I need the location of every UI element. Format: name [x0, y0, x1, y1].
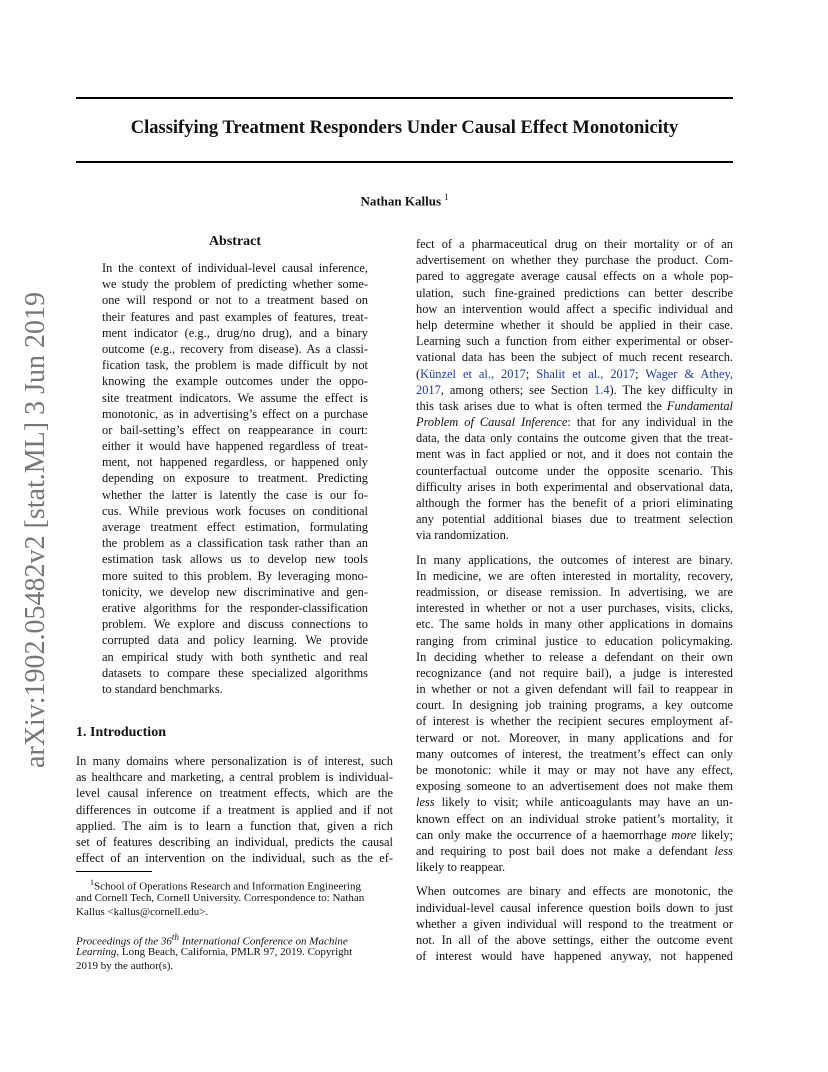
text-line: known effect on an individual stroke patient’s mortality, it: [416, 811, 733, 826]
text-line: ment was in fact applied or not, and it does not contain the: [416, 447, 733, 462]
text-line: ment indicator (e.g., drug/no drug), and a binary: [102, 325, 368, 340]
text-line: more suited to this problem. By leveraging mono-: [102, 568, 368, 583]
text-line: vational data has been the subject of much recent research.: [416, 350, 733, 365]
text-line: level causal inference on treatment effects, which are the: [76, 786, 393, 801]
text-line: whether a given individual will respond to the treatment or: [416, 916, 733, 931]
text-line: interested in whether or not a user purchases, visits, clicks,: [416, 601, 733, 616]
proceedings-line: [76, 930, 393, 948]
section-heading-introduction: 1. Introduction: [76, 725, 166, 740]
text-line: of interest would have happened anyway, not happened: [416, 949, 733, 964]
text-line: In many applications, the outcomes of interest are binary.: [416, 552, 733, 567]
text-line: many outcomes of interest, the treatment’s effect can only: [416, 746, 733, 761]
text-line: depending on exposure to treatment. Predicting: [102, 471, 368, 486]
text-line: problem. We explore and discuss connections to: [102, 617, 368, 632]
text-line: this task arises due to what is often termed the Fundamental: [416, 398, 733, 413]
author-name: Nathan Kallus: [360, 193, 442, 209]
text-line: help determine whether it should be applied in their case.: [416, 317, 733, 332]
text-line: via randomization.: [416, 528, 509, 543]
arxiv-side-identifier: arXiv:1902.05482v2 [stat.ML] 3 Jun 2019: [20, 292, 51, 768]
text-line: can only make the occurrence of a haemorrhage more likely;: [416, 827, 733, 842]
text-line: set of features describing an individual, predicts the causal: [76, 834, 393, 849]
text-line: whether the latter is latently the case is our fo-: [102, 487, 368, 502]
author-line: [76, 192, 733, 209]
text-line: an empirical study with both synthetic and real: [102, 649, 368, 664]
text-line: we study the problem of predicting whether some-: [102, 277, 368, 292]
right-column-body: [416, 236, 733, 964]
proceedings-venue-suffix: International Conference on Machine: [178, 935, 348, 948]
text-line: to standard benchmarks.: [102, 681, 223, 696]
proceedings-copyright: 2019 by the author(s).: [76, 960, 174, 972]
text-line: Learning such a function from either experimental or obser-: [416, 334, 733, 349]
text-line: When outcomes are binary and effects are monotonic, the: [416, 884, 733, 899]
section-reference-link[interactable]: 1.4: [594, 382, 610, 397]
text-line: not. In all of the above settings, either the outcome event: [416, 932, 733, 947]
text-line: In the context of individual-level causal inference,: [102, 261, 368, 275]
paper-title: Classifying Treatment Responders Under Causal Effect Monotonicity: [130, 118, 679, 138]
text-line: the problem as a classification task rather than an: [102, 536, 368, 551]
text-line: in whether or not a given defendant will fail to reappear in: [416, 682, 733, 697]
text-line: individual-level causal inference question boils down to just: [416, 900, 733, 915]
text-line: differences in outcome if a treatment is applied and if not: [76, 802, 393, 817]
text-line: ranging from criminal justice to education policymaking.: [416, 633, 733, 648]
text-line: exposing someone to an advertisement does not make them: [416, 779, 733, 794]
text-line: either it would have happened regardless of treat-: [102, 439, 368, 454]
footnote-line: Kallus <kallus@cornell.edu>.: [76, 906, 209, 918]
text-line: In medicine, we are often interested in mortality, recovery,: [416, 568, 733, 583]
emphasized-word: less: [416, 795, 435, 810]
text-line: effect of an intervention on the individual, such as the ef-: [76, 851, 393, 866]
title-rule-top: [76, 97, 733, 99]
text-line: ment, not happened regardless, or happened only: [102, 455, 368, 470]
text-line: site treatment indicators. We assume the effect is: [102, 390, 368, 405]
text-line: applied. The aim is to learn a function that, given a rich: [76, 818, 393, 833]
text-line: and requiring to post bail does not make a defendant less: [416, 843, 733, 858]
text-line: ulation, such fine-grained predictions can better describe: [416, 285, 733, 300]
text-line: be monotonic: while it may or may not have any effect,: [416, 763, 733, 777]
paragraph: [416, 236, 733, 366]
paragraph: [416, 552, 733, 795]
abstract-heading: Abstract: [208, 234, 262, 249]
text-line: one will respond or not to a treatment based on: [102, 293, 368, 308]
text-line: knowing the example outcomes under the oppo-: [102, 374, 368, 389]
text-line: 2017, among others; see Section 1.4). The key difficulty in: [416, 382, 733, 397]
text-line: In deciding whether to release a defendant on their own: [416, 649, 733, 664]
text-line: of interest is whether the recipient secures employment af-: [416, 714, 733, 729]
footnote-line: and Cornell Tech, Cornell University. Correspondence to: Nathan: [76, 891, 365, 904]
text-line: data, the data only contains the outcome given that the treat-: [416, 431, 733, 446]
proceedings-venue-prefix: Proceedings of the 36: [76, 935, 172, 948]
text-line: cus. While previous work focuses on conditional: [102, 503, 368, 518]
text-line: readmission, or disease remission. In advertising, we are: [416, 584, 733, 599]
text-line: estimation task allows us to develop new tools: [102, 552, 368, 567]
citation-link[interactable]: Wager & Athey,: [645, 366, 733, 381]
paragraph-continuation: [416, 811, 733, 827]
footnote: [76, 876, 393, 920]
text-line: corrupted data and policy learning. We provide: [102, 633, 368, 648]
emphasized-term: Problem of Causal Inference: [416, 415, 568, 430]
text-line: advertisement on whether they purchase the product. Com-: [416, 253, 733, 268]
citation-link[interactable]: 2017: [416, 382, 441, 397]
introduction-body: [76, 753, 393, 866]
author-footnote-mark: 1: [444, 192, 449, 202]
citation-link[interactable]: Künzel et al., 2017: [420, 366, 526, 381]
emphasized-term: Fundamental: [666, 398, 733, 413]
proceedings-venue-end: Learning: [76, 945, 117, 958]
proceedings-ordinal-suffix: th: [171, 932, 179, 942]
text-line: or bail-setting’s effect on reappearance in court:: [102, 422, 368, 437]
text-line: less likely to visit; while anticoagulants may have an un-: [416, 795, 733, 810]
text-line: outcome (e.g., recovery from disease). As a classi-: [102, 341, 368, 356]
text-line: Problem of Causal Inference: that for any individual in the: [416, 415, 734, 430]
text-line: terward or not. Moreover, in many applications and for: [416, 730, 733, 745]
footnote-mark: 1: [90, 878, 94, 887]
title-rule-bottom: [76, 161, 733, 163]
proceedings-location: , Long Beach, California, PMLR 97, 2019. Copyright: [116, 945, 353, 958]
text-line: court. In designing job training programs, a key outcome: [416, 698, 733, 713]
text-line: In many domains where personalization is of interest, such: [76, 754, 393, 768]
text-line: etc. The same holds in many other applications in domains: [416, 617, 733, 632]
text-line: their features and past examples of features, treat-: [102, 309, 368, 324]
text-line: difficulty arises in both experimental and observational data,: [416, 479, 733, 494]
text-line: average treatment effect estimation, formulating: [102, 520, 368, 534]
paragraph-continuation: [416, 430, 733, 543]
abstract-body: [102, 260, 368, 697]
citation-link[interactable]: Shalit et al., 2017: [536, 366, 636, 381]
text-line: as healthcare and marketing, a central problem is individual-: [76, 770, 393, 785]
text-line: counterfactual outcome under the opposite scenario. This: [416, 463, 733, 478]
text-line: how an intervention would affect a specific individual and: [416, 301, 733, 316]
text-line: fect of a pharmaceutical drug on their mortality or of an: [416, 237, 733, 251]
emphasized-word: more: [671, 827, 697, 842]
text-line: datasets to compare these specialized algorithms: [102, 665, 368, 680]
text-line: although the former has the benefit of a priori eliminating: [416, 496, 733, 510]
proceedings-note: [76, 930, 393, 974]
text-line: erative algorithms for the responder-classification: [102, 600, 368, 615]
text-line: pared to aggregate average causal effects on a whole pop-: [416, 269, 733, 284]
proceedings-line: [76, 945, 393, 960]
footnote-rule: [76, 871, 152, 872]
text-line: (Künzel et al., 2017; Shalit et al., 2017; Wager & Athey,: [416, 366, 733, 381]
text-line: tonicity, we develop new discriminative and gen-: [102, 584, 368, 599]
text-line: likely to reappear.: [416, 860, 506, 875]
footnote-line: $^1$School of Operations Research and Information Engineering: [90, 878, 361, 893]
text-line: any potential additional biases due to treatment selection: [416, 512, 733, 527]
text-line: monotonic, as in advertising’s effect on a purchase: [102, 406, 368, 421]
emphasized-word: less: [714, 843, 733, 858]
paragraph: [416, 883, 733, 964]
text-line: fication task, the problem is made difficult by not: [102, 358, 368, 373]
text-line: recognizance (and not require bail), a judge is interested: [416, 665, 733, 680]
